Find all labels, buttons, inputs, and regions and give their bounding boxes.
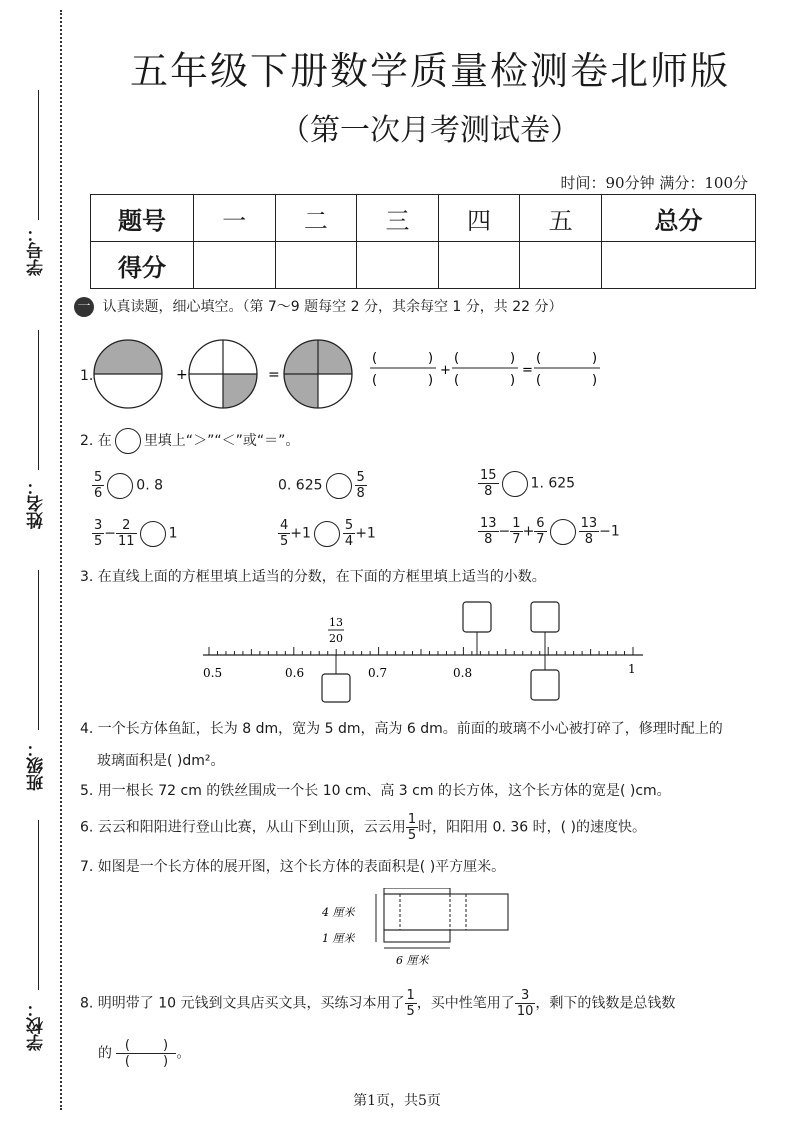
q3-number-line xyxy=(195,598,655,708)
q2-item-e xyxy=(278,518,376,549)
page-subtitle: （第一次月考测试卷） xyxy=(280,113,580,148)
paren: ( xyxy=(372,351,378,366)
fraction: $\frac{6}{7}$ xyxy=(536,516,545,547)
fraction: $\frac{13}{8}$ xyxy=(580,516,598,547)
tick-label: 0.8 xyxy=(453,666,473,680)
q7-text: 7. 如图是一个长方体的展开图，这个长方体的表面积是( )平方厘米。 xyxy=(80,859,506,875)
score-table-header-row xyxy=(91,195,756,242)
compare-blank[interactable] xyxy=(314,521,340,547)
name-line xyxy=(38,330,39,470)
q6-text-a: 6. 云云和阳阳进行登山比赛，从山下到山顶，云云用 xyxy=(80,819,406,836)
q8-text-c: ，剩下的钱数是总钱数 xyxy=(535,995,676,1012)
class-line xyxy=(38,570,39,730)
fraction: $\frac{13}{8}$ xyxy=(480,516,497,547)
paren: ) xyxy=(510,351,516,366)
label-4cm: 4 厘米 xyxy=(322,906,355,919)
paren: ) xyxy=(428,351,434,366)
fraction: $\frac{1}{5}$ xyxy=(406,988,415,1019)
fraction: $\frac{15}{8}$ xyxy=(480,468,497,499)
compare-blank[interactable] xyxy=(550,519,576,545)
q1-op-equals: = xyxy=(522,363,533,378)
q6-text xyxy=(80,812,646,843)
score-cell: 一 xyxy=(194,195,276,242)
q1-equals: = xyxy=(268,367,280,383)
compare-blank[interactable] xyxy=(107,473,133,499)
q2-text-a: 2. 在 xyxy=(80,433,112,449)
tick-label: 0.7 xyxy=(368,666,388,680)
paren: ( xyxy=(454,351,460,366)
q1-answer-blanks[interactable] xyxy=(370,348,610,388)
q1-number: 1. xyxy=(80,368,94,384)
label-1cm: 1 厘米 xyxy=(322,932,355,945)
section-number-badge: 一 xyxy=(74,297,94,317)
q4-line1: 4. 一个长方体鱼缸，长为 8 dm，宽为 5 dm，高为 6 dm。前面的玻璃不小心被打碎了，修理时配上的 xyxy=(80,721,723,737)
score-cell: 得分 xyxy=(91,242,194,289)
fraction: $\frac{5}{4}$ xyxy=(344,518,354,549)
q4-line2: 玻璃面积是( )dm²。 xyxy=(97,753,225,769)
q8-text-e: 。 xyxy=(176,1045,191,1062)
circle-half-shaded xyxy=(94,340,162,408)
q3-frac-den: 20 xyxy=(329,632,343,645)
answer-box-decimal[interactable] xyxy=(531,670,559,700)
q2-item-f xyxy=(478,516,620,547)
q3-text: 3. 在直线上面的方框里填上适当的分数，在下面的方框里填上适当的小数。 xyxy=(80,569,546,585)
page-footer: 第1页，共5页 xyxy=(353,1093,441,1109)
paren: ) xyxy=(510,373,516,388)
score-table-row xyxy=(91,242,756,289)
compare-circle-icon xyxy=(115,428,141,454)
fraction: $\frac{4}{5}$ xyxy=(280,518,289,549)
score-cell: 总分 xyxy=(601,195,755,242)
operator: − xyxy=(498,523,511,540)
q1-op-plus: + xyxy=(440,363,451,378)
value: 0. 625 xyxy=(278,477,323,494)
paren: ) xyxy=(428,373,434,388)
q8-text-d: 的 xyxy=(98,1045,112,1062)
paren: ( xyxy=(454,373,460,388)
answer-box-fraction[interactable] xyxy=(531,602,559,632)
number-line-ticks xyxy=(209,647,633,655)
score-input-cell[interactable] xyxy=(357,242,439,289)
q2-item-c xyxy=(478,468,575,499)
name-label: 姓名： xyxy=(27,478,47,529)
section-heading-text: 认真读题，细心填空。（第 7～9 题每空 2 分，其余每空 1 分，共 22 分） xyxy=(102,299,563,315)
score-input-cell[interactable] xyxy=(275,242,357,289)
fraction: $\frac{3}{10}$ xyxy=(516,988,534,1019)
q8-line2 xyxy=(98,1038,190,1069)
score-input-cell[interactable] xyxy=(520,242,602,289)
q2-item-a xyxy=(92,470,163,501)
tick-label: 0.6 xyxy=(285,666,305,680)
q8-text-a: 8. 明明带了 10 元钱到文具店买文具，买练习本用了 xyxy=(80,995,405,1012)
q5-text: 5. 用一根长 72 cm 的铁丝围成一个长 10 cm、高 3 cm 的长方体，这个长方体的宽是( )cm。 xyxy=(80,783,671,799)
school-label: 学校： xyxy=(27,1000,47,1051)
q2-text-b: 里填上“＞”“＜”或“＝”。 xyxy=(143,433,300,449)
tick-label: 0.5 xyxy=(203,666,223,680)
score-table xyxy=(90,194,756,289)
score-cell: 五 xyxy=(520,195,602,242)
fraction: $\frac{1}{7}$ xyxy=(512,516,521,547)
q1-fraction-circles xyxy=(92,338,402,410)
answer-box-fraction[interactable] xyxy=(463,602,491,632)
compare-blank[interactable] xyxy=(326,473,352,499)
score-cell: 四 xyxy=(438,195,520,242)
section-heading xyxy=(74,296,563,317)
score-input-cell[interactable] xyxy=(438,242,520,289)
fraction: $\frac{5}{6}$ xyxy=(94,470,103,501)
q7-cuboid-net xyxy=(318,888,518,970)
answer-box-decimal[interactable] xyxy=(322,674,350,702)
operator: +1 xyxy=(290,525,311,542)
time-info: 时间：90分钟 满分：100分 xyxy=(560,174,748,192)
compare-blank[interactable] xyxy=(502,471,528,497)
q6-text-b: 时，阳阳用 0. 36 时，( )的速度快。 xyxy=(418,819,646,836)
label-6cm: 6 厘米 xyxy=(396,954,429,967)
operator: +1 xyxy=(355,525,376,542)
circle-quarter-shaded xyxy=(189,340,257,408)
value: 1 xyxy=(168,525,178,542)
paren: ( xyxy=(536,373,542,388)
score-cell: 题号 xyxy=(91,195,194,242)
fraction: $\frac{2}{11}$ xyxy=(118,518,135,549)
school-line xyxy=(38,820,39,990)
fraction: $\frac{3}{5}$ xyxy=(94,518,103,549)
student-id-label: 学号： xyxy=(27,225,47,276)
score-input-cell[interactable] xyxy=(601,242,755,289)
q2-prompt xyxy=(80,428,299,454)
q2-item-d xyxy=(92,518,177,549)
operator: + xyxy=(522,523,535,540)
paren: ) xyxy=(592,373,598,388)
paren: ( xyxy=(372,373,378,388)
q8-text-b: ，买中性笔用了 xyxy=(416,995,515,1012)
paren: ( xyxy=(536,351,542,366)
score-cell: 二 xyxy=(275,195,357,242)
compare-blank[interactable] xyxy=(140,521,166,547)
operator: −1 xyxy=(599,523,620,540)
q1-plus: + xyxy=(176,367,188,383)
fraction: $\frac{5}{8}$ xyxy=(356,470,365,501)
answer-fraction-blank[interactable]: $\frac{( )}{( )}$ xyxy=(116,1038,176,1069)
binding-dashed-line xyxy=(60,10,62,1110)
operator: − xyxy=(104,525,117,542)
score-input-cell[interactable] xyxy=(194,242,276,289)
q3-frac-num: 13 xyxy=(329,616,343,629)
tick-label: 1 xyxy=(628,662,636,676)
q8-line1 xyxy=(80,988,675,1019)
paren: ) xyxy=(592,351,598,366)
fraction: $\frac{1}{5}$ xyxy=(407,812,417,843)
score-cell: 三 xyxy=(357,195,439,242)
value: 1. 625 xyxy=(530,475,576,492)
q2-item-b xyxy=(278,470,367,501)
student-id-line xyxy=(38,90,39,220)
circle-three-quarters-shaded xyxy=(284,340,352,408)
class-label: 班级： xyxy=(27,740,47,791)
value: 0. 8 xyxy=(136,477,163,494)
page-title: 五年级下册数学质量检测卷北师版 xyxy=(129,49,730,93)
